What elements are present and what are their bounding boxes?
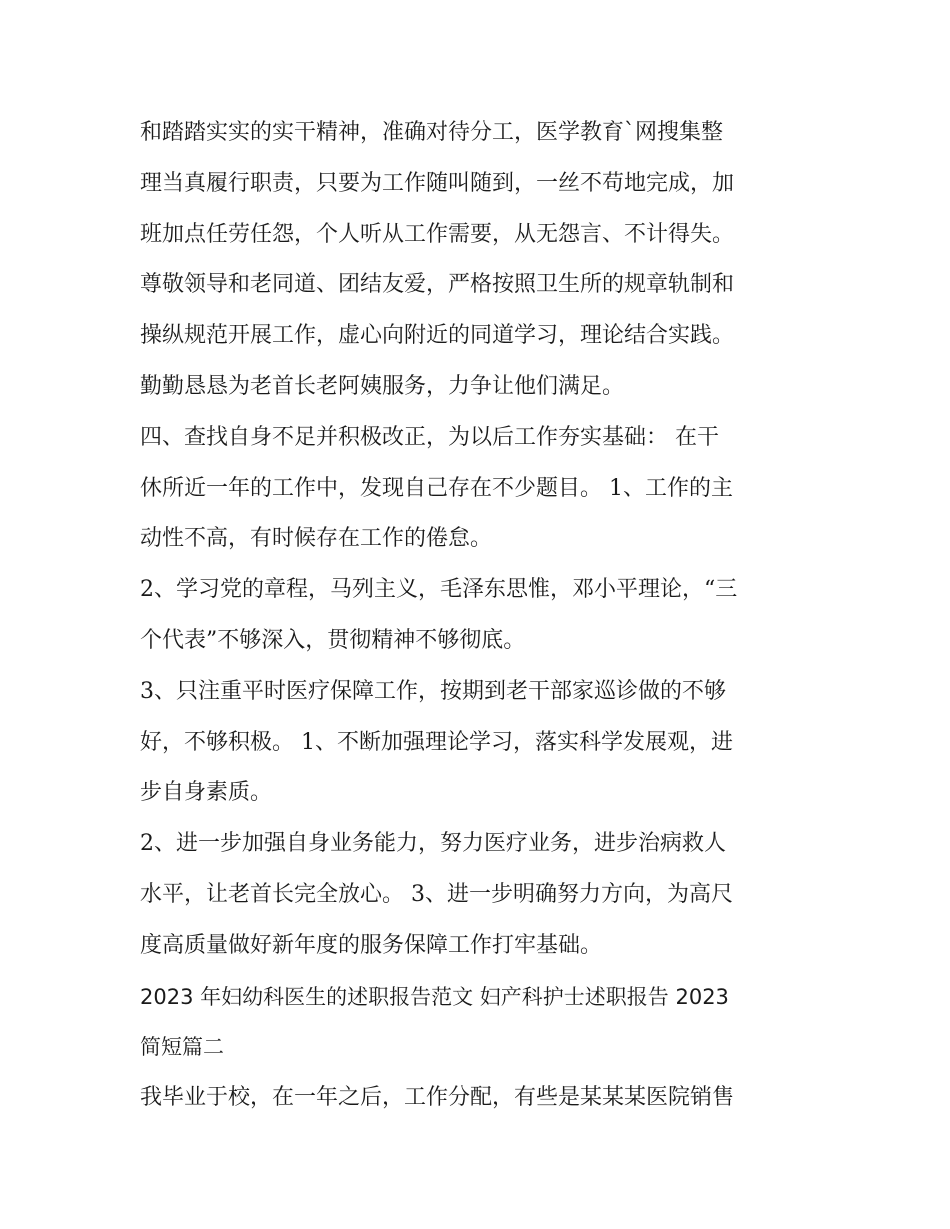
text-line: 操纵规范开展工作，虚心向附近的同道学习，理论结合实践。 [140, 323, 735, 349]
text-line: 2、进一步加强自身业务能力，努力医疗业务，进步治病救人 [140, 831, 726, 857]
text-line: 好，不够积极。 1、不断加强理论学习，落实科学发展观，进 [140, 729, 733, 755]
text-line: 我毕业于校，在一年之后，工作分配，有些是某某某医院销售 [140, 1085, 735, 1111]
text-line: 动性不高，有时候存在工作的倦怠。 [140, 526, 493, 552]
text-line: 水平，让老首长完全放心。 3、进一步明确努力方向，为高尺 [140, 881, 733, 907]
text-line: 休所近一年的工作中，发现自己存在不少题目。 1、工作的主 [140, 475, 733, 501]
text-line: 勤勤恳恳为老首长老阿姨服务，力争让他们满足。 [140, 373, 625, 399]
text-line: 和踏踏实实的实干精神，准确对待分工，医学教育`网搜集整 [140, 120, 724, 145]
text-line: 班加点任劳任怨，个人听从工作需要，从无怨言、不计得失。 [140, 221, 735, 247]
section-heading: 四、查找自身不足并积极改正，为以后工作夯实基础： 在干 [140, 424, 719, 450]
text-line: 2、学习党的章程，马列主义，毛泽东思惟，邓小平理论，“三 [140, 577, 738, 603]
text-line: 3、只注重平时医疗保障工作，按期到老干部家巡诊做的不够 [140, 678, 726, 704]
text-line: 步自身素质。 [140, 780, 273, 806]
text-line: 尊敬领导和老同道、团结友爱，严格按照卫生所的规章轨制和 [140, 272, 735, 298]
article-title: 2023 年妇幼科医生的述职报告范文 妇产科护士述职报告 2023 [140, 984, 729, 1009]
text-line: 度高质量做好新年度的服务保障工作打牢基础。 [140, 932, 603, 958]
document-body [140, 108, 820, 1124]
text-line: 理当真履行职责，只要为工作随叫随到，一丝不苟地完成，加 [140, 170, 735, 196]
text-line: 个代表”不够深入，贯彻精神不够彻底。 [140, 627, 526, 653]
article-subtitle: 简短篇二 [140, 1035, 224, 1060]
